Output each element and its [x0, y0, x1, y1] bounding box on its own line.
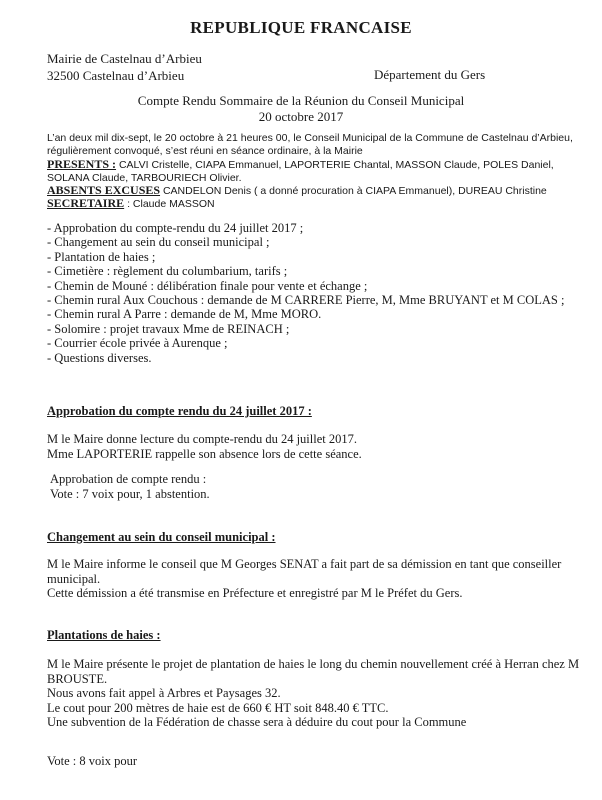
- secretaire-name: : Claude MASSON: [127, 198, 215, 210]
- absents-names: CANDELON Denis ( a donné procuration à CIAPA Emmanuel), DUREAU Christine: [162, 185, 547, 197]
- approbation-line: M le Maire donne lecture du compte-rendu du 24 juillet 2017.: [47, 432, 357, 446]
- republic-title: REPUBLIQUE FRANCAISE: [190, 18, 412, 37]
- approbation-line: Mme LAPORTERIE rappelle son absence lors de cette séance.: [47, 446, 362, 461]
- agenda-item: - Courrier école privée à Aurenque ;: [47, 336, 228, 351]
- approbation-vote-result: Vote : 7 voix pour, 1 abstention.: [50, 486, 210, 501]
- approbation-text: [47, 432, 592, 461]
- changement-heading: Changement au sein du conseil municipal :: [47, 530, 276, 544]
- plantations-line: Nous avons fait appel à Arbres et Paysages 32.: [47, 686, 281, 701]
- agenda-item: - Chemin rural Aux Couchous : demande de M CARRERE Pierre, M, Mme BRUYANT et M COLAS ;: [47, 293, 565, 308]
- presents-block: [47, 158, 592, 185]
- agenda-item: - Changement au sein du conseil municipal ;: [47, 235, 270, 250]
- agenda-item: - Questions diverses.: [47, 350, 152, 365]
- agenda-item: - Approbation du compte-rendu du 24 juillet 2017 ;: [47, 221, 304, 235]
- agenda-list: [47, 221, 564, 365]
- approbation-heading: Approbation du compte rendu du 24 juillet 2017 :: [47, 404, 312, 418]
- plantations-vote: Vote : 8 voix pour: [47, 754, 138, 768]
- intro-paragraph: L’an deux mil dix-sept, le 20 octobre à 21 heures 00, le Conseil Municipal de la Commune de Castelnau d’Arbieu, régulièrement convoqué, s’est réuni en séance ordinaire, à la Mairie: [47, 132, 573, 157]
- agenda-item: - Plantation de haies ;: [47, 249, 156, 264]
- approbation-vote-label: Approbation de compte rendu :: [50, 472, 207, 486]
- presents-names: CALVI Cristelle, CIAPA Emmanuel, LAPORTERIE Chantal, MASSON Claude, POLES Daniel, SOLANA Claude, TARBOURIECH Olivier.: [47, 159, 554, 184]
- plantations-line: Le cout pour 200 mètres de haie est de 660 € HT soit 848.40 € TTC.: [47, 700, 389, 715]
- plantations-line: Une subvention de la Fédération de chasse sera à déduire du cout pour la Commune: [47, 715, 467, 730]
- mairie-address: [47, 50, 202, 84]
- mairie-postal: 32500 Castelnau d’Arbieu: [47, 68, 185, 83]
- plantations-heading: Plantations de haies :: [47, 628, 161, 642]
- plantations-line: M le Maire présente le projet de plantation de haies le long du chemin nouvellement créé à Herran chez M BROUSTE.: [47, 657, 580, 686]
- secretaire-block: [47, 197, 215, 211]
- document-title: [0, 93, 602, 125]
- agenda-item: - Chemin rural A Parre : demande de M, Mme MORO.: [47, 307, 322, 322]
- absents-label: ABSENTS EXCUSES: [47, 183, 161, 197]
- document-date: 20 octobre 2017: [258, 109, 344, 124]
- plantations-text: [47, 657, 592, 730]
- changement-line: Cette démission a été transmise en Préfecture et enregistré par M le Préfet du Gers.: [47, 586, 463, 601]
- mairie-name: Mairie de Castelnau d’Arbieu: [47, 51, 202, 66]
- document-title-line1: Compte Rendu Sommaire de la Réunion du Conseil Municipal: [137, 93, 465, 108]
- secretaire-label: SECRETAIRE: [47, 196, 125, 210]
- changement-text: [47, 557, 592, 601]
- agenda-item: - Solomire : projet travaux Mme de REINACH ;: [47, 321, 290, 336]
- agenda-item: - Chemin de Mouné : délibération finale pour vente et échange ;: [47, 278, 368, 293]
- agenda-item: - Cimetière : règlement du columbarium, tarifs ;: [47, 264, 288, 279]
- departement: Département du Gers: [374, 67, 486, 82]
- approbation-vote: [50, 472, 595, 501]
- changement-line: M le Maire informe le conseil que M Georges SENAT a fait part de sa démission en tant que conseiller municipal.: [47, 557, 562, 586]
- presents-label: PRESENTS :: [47, 157, 117, 171]
